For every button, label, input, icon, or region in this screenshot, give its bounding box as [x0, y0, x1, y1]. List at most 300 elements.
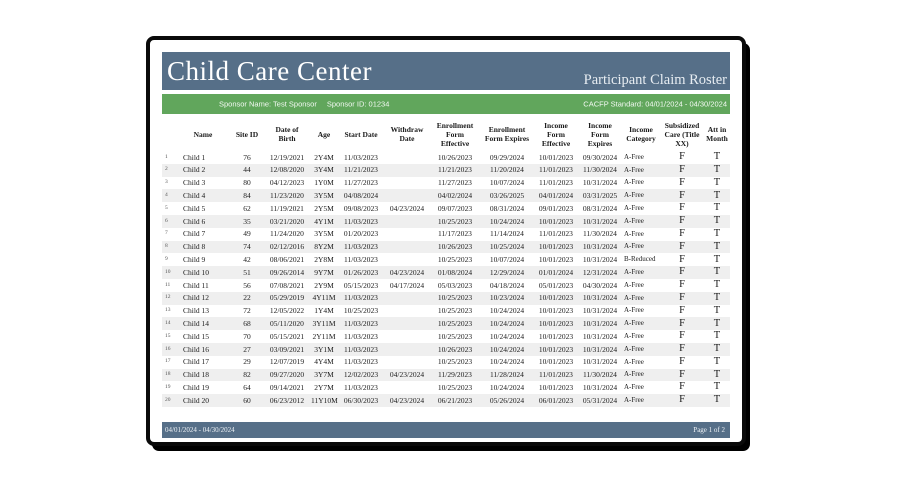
table-row [162, 253, 730, 266]
subsidized-care-title-xx: F [679, 394, 685, 406]
date-of-birth: 12/07/2019 [269, 357, 305, 367]
date-of-birth: 03/21/2020 [269, 216, 305, 226]
income-form-expires: 03/31/2025 [582, 191, 618, 201]
att-in-month: T [713, 227, 721, 239]
income-form-expires: 11/30/2024 [583, 229, 617, 239]
income-form-effective: 10/01/2023 [538, 319, 574, 328]
enrollment-form-expires: 10/07/2024 [489, 178, 525, 188]
enrollment-form-effective: 10/25/2023 [437, 216, 473, 226]
withdraw-date [384, 330, 430, 343]
subsidized-care-title-xx: F [679, 381, 685, 393]
cacfp-standard-label: CACFP Standard: 04/01/2024 - 04/30/2024 [583, 99, 727, 109]
name: Child 20 [183, 395, 210, 405]
site-id: 82 [243, 370, 251, 380]
row-number: 17 [165, 358, 171, 365]
start-date: 12/02/2023 [343, 370, 379, 380]
enrollment-form-effective: 01/08/2024 [437, 267, 473, 277]
att-in-month: T [713, 240, 721, 252]
enrollment-form-effective: 11/27/2023 [438, 178, 472, 188]
withdraw-date [384, 215, 430, 228]
age: 3Y5M [314, 229, 334, 239]
table-row [162, 356, 730, 369]
sponsor-info [219, 100, 399, 109]
name: Child 5 [183, 203, 206, 213]
income-form-expires: 09/30/2024 [582, 152, 618, 162]
name: Child 14 [183, 319, 210, 328]
att-in-month: T [713, 151, 721, 163]
income-form-expires: 08/31/2024 [582, 203, 618, 213]
column-header-withdraw-date: Withdraw Date [390, 125, 424, 143]
income-category: A-Free [624, 165, 644, 174]
date-of-birth: 09/14/2021 [269, 382, 305, 392]
income-category: A-Free [624, 306, 644, 315]
row-number: 20 [165, 396, 171, 403]
table-row [162, 279, 730, 292]
name: Child 13 [183, 306, 210, 316]
income-category: A-Free [624, 242, 644, 251]
subsidized-care-title-xx: F [679, 368, 685, 380]
income-form-expires: 10/31/2024 [582, 216, 618, 226]
name: Child 2 [183, 165, 206, 175]
column-header-name: Name [193, 129, 213, 139]
column-header-income-form-expires: Income Form Expires [587, 120, 613, 148]
enrollment-form-expires: 11/14/2024 [490, 229, 524, 239]
enrollment-form-expires: 10/24/2024 [489, 306, 525, 316]
site-id: 51 [243, 267, 251, 277]
start-date: 11/27/2023 [344, 178, 378, 188]
subsidized-care-title-xx: F [679, 266, 685, 278]
income-category: A-Free [624, 268, 644, 277]
table-header [162, 117, 730, 151]
table-row [162, 369, 730, 382]
row-number: 2 [165, 166, 168, 173]
income-category: A-Free [624, 178, 644, 187]
table-row [162, 177, 730, 190]
enrollment-form-effective: 10/26/2023 [437, 344, 473, 354]
att-in-month: T [713, 279, 721, 291]
date-of-birth: 09/26/2014 [269, 267, 305, 277]
column-header-row-number [162, 117, 176, 151]
name: Child 6 [183, 216, 206, 226]
site-id: 27 [243, 344, 251, 354]
row-number: 7 [165, 230, 168, 237]
income-form-expires: 10/31/2024 [582, 178, 618, 188]
row-number: 11 [165, 281, 171, 288]
start-date: 11/21/2023 [344, 165, 378, 175]
income-form-effective: 10/01/2023 [538, 255, 574, 265]
att-in-month: T [713, 291, 721, 303]
age: 9Y7M [314, 267, 334, 277]
sponsor-id-label: Sponsor ID: 01234 [326, 99, 390, 109]
income-form-expires: 10/31/2024 [582, 331, 618, 341]
date-of-birth: 06/23/2012 [269, 395, 305, 405]
start-date: 11/03/2023 [344, 319, 378, 328]
att-in-month: T [713, 304, 721, 316]
center-name-title: Child Care Center [167, 56, 372, 86]
income-category: A-Free [624, 332, 644, 341]
table-row [162, 292, 730, 305]
enrollment-form-expires: 11/28/2024 [490, 370, 524, 380]
att-in-month: T [713, 215, 721, 227]
name: Child 18 [183, 370, 210, 380]
income-form-effective: 10/01/2023 [538, 152, 574, 162]
withdraw-date [384, 151, 430, 164]
date-of-birth: 11/24/2020 [270, 229, 304, 239]
age: 3Y1M [314, 344, 334, 354]
withdraw-date [384, 253, 430, 266]
enrollment-form-effective: 10/26/2023 [437, 242, 473, 252]
start-date: 11/03/2023 [344, 382, 378, 392]
site-id: 76 [243, 152, 251, 162]
enrollment-form-effective: 05/03/2023 [437, 280, 473, 290]
name: Child 9 [183, 255, 206, 265]
att-in-month: T [713, 253, 721, 265]
date-of-birth: 08/06/2021 [269, 255, 305, 265]
withdraw-date [384, 343, 430, 356]
row-number: 8 [165, 243, 168, 250]
enrollment-form-effective: 10/25/2023 [437, 357, 473, 367]
income-category: A-Free [624, 152, 644, 161]
date-of-birth: 04/12/2023 [269, 178, 305, 188]
age: 4Y4M [314, 357, 334, 367]
subsidized-care-title-xx: F [679, 189, 685, 201]
withdraw-date: 04/23/2024 [389, 395, 425, 405]
income-form-effective: 10/01/2023 [538, 306, 574, 316]
income-category: A-Free [624, 204, 644, 213]
table-row [162, 151, 730, 164]
date-of-birth: 05/15/2021 [269, 331, 305, 341]
income-form-effective: 09/01/2023 [538, 203, 574, 213]
subsidized-care-title-xx: F [679, 304, 685, 316]
site-id: 49 [243, 229, 251, 239]
subsidized-care-title-xx: F [679, 163, 685, 175]
row-number: 3 [165, 179, 168, 186]
income-form-effective: 11/01/2023 [539, 178, 573, 188]
age: 1Y0M [314, 178, 334, 188]
att-in-month: T [713, 368, 721, 380]
enrollment-form-effective: 09/07/2023 [437, 203, 473, 213]
name: Child 3 [183, 178, 206, 188]
date-of-birth: 12/05/2022 [269, 306, 305, 316]
enrollment-form-expires: 08/31/2024 [489, 203, 525, 213]
date-of-birth: 09/27/2020 [269, 370, 305, 380]
enrollment-form-effective: 10/25/2023 [437, 382, 473, 392]
income-form-expires: 10/31/2024 [582, 293, 618, 303]
site-id: 68 [243, 319, 251, 328]
table-row [162, 394, 730, 407]
age: 3Y11M [312, 319, 336, 328]
site-id: 80 [243, 178, 251, 188]
att-in-month: T [713, 317, 721, 329]
name: Child 1 [183, 152, 206, 162]
income-form-expires: 10/31/2024 [582, 357, 618, 367]
enrollment-form-effective: 11/29/2023 [438, 370, 472, 380]
age: 1Y4M [314, 306, 334, 316]
enrollment-form-expires: 11/20/2024 [490, 165, 524, 175]
column-header-enrollment-form-expires: Enrollment Form Expires [484, 125, 530, 143]
withdraw-date: 04/23/2024 [389, 370, 425, 380]
income-category: A-Free [624, 383, 644, 392]
income-category: A-Free [624, 357, 644, 366]
start-date: 04/08/2024 [343, 191, 379, 201]
enrollment-form-effective: 10/26/2023 [437, 152, 473, 162]
income-form-expires: 10/31/2024 [582, 306, 618, 316]
enrollment-form-effective: 10/25/2023 [437, 293, 473, 303]
site-id: 22 [243, 293, 251, 303]
sponsor-info-bar [162, 94, 730, 114]
age: 3Y7M [314, 370, 334, 380]
age: 4Y11M [312, 293, 336, 303]
table-row [162, 343, 730, 356]
subsidized-care-title-xx: F [679, 317, 685, 329]
site-id: 84 [243, 191, 251, 201]
table-row [162, 381, 730, 394]
participant-claim-roster-table [162, 117, 730, 407]
name: Child 10 [183, 267, 210, 277]
enrollment-form-effective: 10/25/2023 [437, 306, 473, 316]
income-form-effective: 10/01/2023 [538, 242, 574, 252]
start-date: 11/03/2023 [344, 357, 378, 367]
subsidized-care-title-xx: F [679, 227, 685, 239]
enrollment-form-effective: 10/25/2023 [437, 331, 473, 341]
att-in-month: T [713, 355, 721, 367]
withdraw-date [384, 292, 430, 305]
footer-date-range: 04/01/2024 - 04/30/2024 [165, 426, 235, 434]
income-category: A-Free [624, 229, 644, 238]
subsidized-care-title-xx: F [679, 240, 685, 252]
enrollment-form-expires: 10/24/2024 [489, 319, 525, 328]
withdraw-date: 04/23/2024 [389, 203, 425, 213]
income-form-expires: 05/31/2024 [582, 395, 618, 405]
income-form-expires: 04/30/2024 [582, 280, 618, 290]
start-date: 11/03/2023 [344, 242, 378, 252]
enrollment-form-expires: 10/24/2024 [489, 382, 525, 392]
column-header-age: Age [317, 129, 331, 139]
name: Child 16 [183, 344, 210, 354]
subsidized-care-title-xx: F [679, 279, 685, 291]
withdraw-date: 04/17/2024 [389, 280, 425, 290]
subsidized-care-title-xx: F [679, 176, 685, 188]
withdraw-date [384, 305, 430, 318]
site-id: 74 [243, 242, 251, 252]
withdraw-date [384, 381, 430, 394]
age: 3Y5M [314, 191, 334, 201]
att-in-month: T [713, 381, 721, 393]
income-category: A-Free [624, 370, 644, 379]
att-in-month: T [713, 176, 721, 188]
row-number: 10 [165, 268, 171, 275]
income-category: B-Reduced [624, 255, 656, 264]
site-id: 60 [243, 395, 251, 405]
table-row [162, 189, 730, 202]
start-date: 11/03/2023 [344, 344, 378, 354]
income-form-effective: 10/01/2023 [538, 344, 574, 354]
age: 11Y10M [311, 395, 338, 405]
withdraw-date: 04/23/2024 [389, 267, 425, 277]
enrollment-form-expires: 04/18/2024 [489, 280, 525, 290]
site-id: 35 [243, 216, 251, 226]
income-form-effective: 05/01/2023 [538, 280, 574, 290]
date-of-birth: 12/19/2021 [269, 152, 305, 162]
start-date: 11/03/2023 [344, 152, 378, 162]
enrollment-form-effective: 10/25/2023 [437, 319, 473, 328]
income-category: A-Free [624, 319, 644, 328]
table-row [162, 330, 730, 343]
start-date: 05/15/2023 [343, 280, 379, 290]
income-form-expires: 11/30/2024 [583, 370, 617, 380]
table-row [162, 215, 730, 228]
date-of-birth: 11/19/2021 [270, 203, 304, 213]
age: 2Y5M [314, 203, 334, 213]
income-form-expires: 11/30/2024 [583, 165, 617, 175]
subsidized-care-title-xx: F [679, 355, 685, 367]
enrollment-form-expires: 10/23/2024 [489, 293, 525, 303]
subsidized-care-title-xx: F [679, 330, 685, 342]
withdraw-date [384, 317, 430, 330]
column-header-income-category: Income Category [626, 125, 656, 143]
att-in-month: T [713, 163, 721, 175]
income-category: A-Free [624, 396, 644, 405]
subsidized-care-title-xx: F [679, 215, 685, 227]
enrollment-form-expires: 03/26/2025 [489, 191, 525, 201]
enrollment-form-expires: 05/26/2024 [489, 395, 525, 405]
report-header-bar [162, 52, 730, 90]
income-form-effective: 06/01/2023 [538, 395, 574, 405]
date-of-birth: 02/12/2016 [269, 242, 305, 252]
age: 4Y1M [314, 216, 334, 226]
enrollment-form-expires: 10/24/2024 [489, 331, 525, 341]
enrollment-form-expires: 10/24/2024 [489, 357, 525, 367]
income-category: A-Free [624, 293, 644, 302]
start-date: 11/03/2023 [344, 331, 378, 341]
subsidized-care-title-xx: F [679, 151, 685, 163]
name: Child 4 [183, 191, 206, 201]
column-header-start-date: Start Date [344, 129, 378, 139]
report-page-frame [146, 36, 746, 446]
column-header-att-in-month: Att in Month [706, 125, 728, 143]
enrollment-form-expires: 10/07/2024 [489, 255, 525, 265]
income-category: A-Free [624, 191, 644, 200]
sponsor-name-label: Sponsor Name: Test Sponsor [219, 99, 317, 109]
enrollment-form-effective: 04/02/2024 [437, 191, 473, 201]
table-row [162, 266, 730, 279]
site-id: 62 [243, 203, 251, 213]
income-form-expires: 10/31/2024 [582, 344, 618, 354]
income-form-effective: 10/01/2023 [538, 357, 574, 367]
start-date: 11/03/2023 [344, 293, 378, 303]
site-id: 42 [243, 255, 251, 265]
name: Child 8 [183, 242, 206, 252]
withdraw-date [384, 189, 430, 202]
enrollment-form-effective: 11/17/2023 [438, 229, 472, 239]
date-of-birth: 12/08/2020 [269, 165, 305, 175]
start-date: 01/20/2023 [343, 229, 379, 239]
report-title: Participant Claim Roster [583, 72, 727, 88]
withdraw-date [384, 177, 430, 190]
date-of-birth: 07/08/2021 [269, 280, 305, 290]
site-id: 70 [243, 331, 251, 341]
table-row [162, 241, 730, 254]
att-in-month: T [713, 266, 721, 278]
income-form-effective: 11/01/2023 [539, 370, 573, 380]
income-form-effective: 10/01/2023 [538, 216, 574, 226]
income-form-effective: 10/01/2023 [538, 293, 574, 303]
income-form-expires: 10/31/2024 [582, 319, 618, 328]
start-date: 06/30/2023 [343, 395, 379, 405]
site-id: 29 [243, 357, 251, 367]
site-id: 44 [243, 165, 251, 175]
site-id: 64 [243, 382, 251, 392]
date-of-birth: 05/29/2019 [269, 293, 305, 303]
row-number: 16 [165, 345, 171, 352]
row-number: 6 [165, 217, 168, 224]
income-form-expires: 10/31/2024 [582, 242, 618, 252]
name: Child 19 [183, 382, 210, 392]
report-footer-bar [162, 422, 730, 438]
table-row [162, 317, 730, 330]
income-form-expires: 10/31/2024 [582, 382, 618, 392]
age: 2Y7M [314, 382, 334, 392]
name: Child 7 [183, 229, 206, 239]
date-of-birth: 05/11/2020 [270, 319, 304, 328]
column-header-site-id: Site ID [235, 129, 259, 139]
subsidized-care-title-xx: F [679, 343, 685, 355]
table-row [162, 305, 730, 318]
row-number: 19 [165, 383, 171, 390]
column-header-date-of-birth: Date of Birth [275, 125, 299, 143]
income-form-expires: 12/31/2024 [582, 267, 618, 277]
income-category: A-Free [624, 344, 644, 353]
subsidized-care-title-xx: F [679, 253, 685, 265]
age: 3Y4M [314, 165, 334, 175]
enrollment-form-expires: 10/24/2024 [489, 344, 525, 354]
footer-page-number: Page 1 of 2 [693, 426, 725, 434]
row-number: 5 [165, 204, 168, 211]
age: 2Y4M [314, 152, 334, 162]
name: Child 12 [183, 293, 210, 303]
site-id: 72 [243, 306, 251, 316]
income-form-effective: 11/01/2023 [539, 165, 573, 175]
start-date: 11/03/2023 [344, 216, 378, 226]
name: Child 15 [183, 331, 210, 341]
table-row [162, 164, 730, 177]
row-number: 1 [165, 153, 168, 160]
column-header-income-form-effective: Income Form Effective [541, 120, 571, 148]
table-header-row [162, 117, 730, 151]
row-number: 9 [165, 256, 168, 263]
start-date: 11/03/2023 [344, 255, 378, 265]
income-form-effective: 11/01/2023 [539, 229, 573, 239]
income-category: A-Free [624, 216, 644, 225]
enrollment-form-expires: 09/29/2024 [489, 152, 525, 162]
income-form-effective: 10/01/2023 [538, 382, 574, 392]
enrollment-form-expires: 10/24/2024 [489, 216, 525, 226]
table-body [162, 151, 730, 407]
att-in-month: T [713, 189, 721, 201]
age: 2Y9M [314, 280, 334, 290]
site-id: 56 [243, 280, 251, 290]
withdraw-date [384, 356, 430, 369]
income-form-effective: 04/01/2024 [538, 191, 574, 201]
subsidized-care-title-xx: F [679, 202, 685, 214]
withdraw-date [384, 241, 430, 254]
withdraw-date [384, 228, 430, 241]
column-header-enrollment-form-effective: Enrollment Form Effective [436, 120, 474, 148]
income-form-effective: 10/01/2023 [538, 331, 574, 341]
row-number: 12 [165, 294, 171, 301]
row-number: 13 [165, 307, 171, 314]
income-form-expires: 10/31/2024 [582, 255, 618, 265]
